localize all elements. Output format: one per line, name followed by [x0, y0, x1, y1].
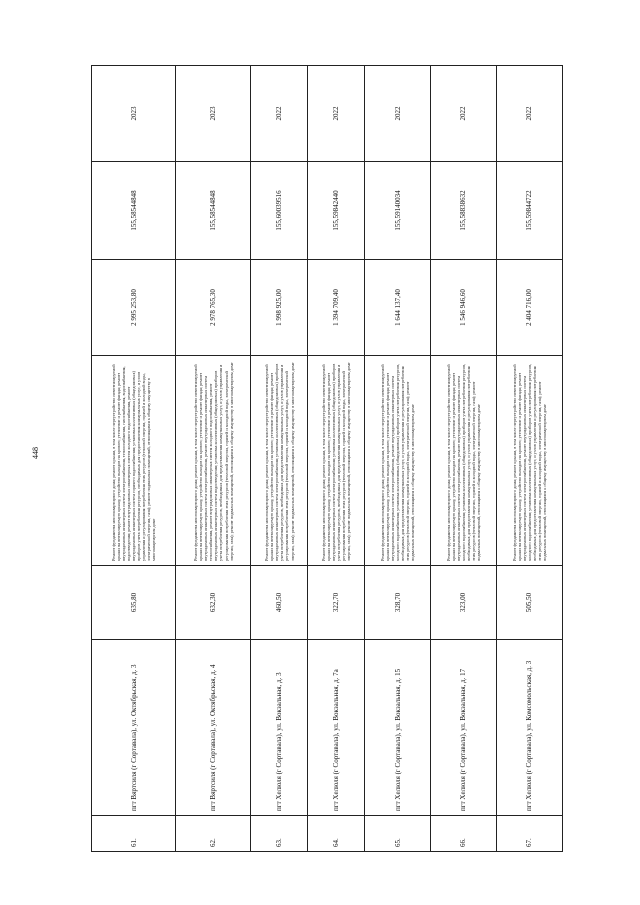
row-cost: 2 404 716,00 — [496, 260, 562, 356]
row-works: Ремонт фундамента многоквартирного дома; ремонт крыши, в том числе переустройство невентилируемой крыши на вентилируемую крышу, устройство выходов на кровлю; утепление и ремонт фасада; ремонт внутридомовых инженерных систем электроснабжения, теплоснабжения, газоснабжения, водоснабжения, водоотведения; ремонт внутридомовых инженерных систем холодного водоснабжения, ремонт внутридомовых инженерных систем горячего водоснабжения; установка коллективных (общедомовых) приборов учета потребления ресурсов, необходимых для предоставления коммунальных услуг, и узлов управления и регулирования потребления этих ресурсов (тепловой энергии, горячей и холодной воды, электрической энергии, газа); ремонт подвальных помещений, относящихся к общему имуществу в многоквартирном доме — [92, 356, 176, 566]
row-works: Ремонт фундамента многоквартирного дома; ремонт крыши, в том числе переустройство невентилируемой крыши на вентилируемую крышу, устройство выходов на кровлю; утепление и ремонт фасада; ремонт внутридомовых инженерных систем электроснабжения, ремонт внутридомовых инженерных систем холодного водоснабжения; установка коллективных (общедомовых) приборов учета потребления ресурсов, необходимых для предоставления коммунальных услуг, и узлов управления и регулирования потребления этих ресурсов (тепловой энергии, горячей и холодной воды, электрической энергии, газа); ремонт подвальных помещений, относящихся к общему имуществу в многоквартирном доме — [365, 356, 431, 566]
row-year: 2022 — [365, 66, 431, 162]
row-number: 63. — [251, 816, 308, 852]
row-cost: 1 644 137,40 — [365, 260, 431, 356]
row-area: 505,50 — [496, 566, 562, 640]
table-row — [92, 66, 176, 852]
row-cost: 1 998 925,00 — [251, 260, 308, 356]
row-year: 2022 — [496, 66, 562, 162]
table-body — [92, 66, 563, 852]
row-rate: 155,60039516 — [251, 162, 308, 260]
row-rate: 155,58838632 — [431, 162, 497, 260]
row-cost: 2 995 253,80 — [92, 260, 176, 356]
table-row — [431, 66, 497, 852]
row-number: 66. — [431, 816, 497, 852]
row-works: Ремонт фундамента многоквартирного дома; ремонт крыши, в том числе переустройство невентилируемой крыши на вентилируемую крышу, устройство выходов на кровлю; утепление и ремонт фасада; ремонт внутридомовых инженерных систем электроснабжения, ремонт внутридомовых инженерных систем теплоснабжения, ремонт внутридомовых инженерных систем холодного водоснабжения, ремонт внутридомовых инженерных систем водоотведения; установка коллективных (общедомовых) приборов учета потребления ресурсов, необходимых для предоставления коммунальных услуг, и узлов управления и регулирования потребления этих ресурсов (тепловой энергии, горячей и холодной воды, электрической энергии, газа); ремонт подвальных помещений, относящихся к общему имуществу в многоквартирном доме — [176, 356, 251, 566]
rotated-table-frame — [91, 66, 563, 852]
row-number: 67. — [496, 816, 562, 852]
row-rate: 155,59842440 — [308, 162, 365, 260]
table-row — [496, 66, 562, 852]
row-area: 460,50 — [251, 566, 308, 640]
repair-program-table — [91, 66, 563, 852]
repair-table — [91, 65, 563, 852]
row-rate: 155,59140034 — [365, 162, 431, 260]
row-cost: 2 978 765,30 — [176, 260, 251, 356]
row-address: пгт Хелюля (г Сортавала), ул. Вокзальная, д. 15 — [365, 640, 431, 816]
row-rate: 155,58544848 — [92, 162, 176, 260]
row-works: Ремонт фундамента многоквартирного дома; ремонт крыши, в том числе переустройство невентилируемой крыши на вентилируемую крышу, устройство выходов на кровлю; утепление и ремонт фасада; ремонт внутридомовых инженерных систем электроснабжения, ремонт внутридомовых инженерных систем холодного водоснабжения; установка коллективных (общедомовых) приборов учета потребления ресурсов, необходимых для предоставления коммунальных услуг, и узлов управления и регулирования потребления этих ресурсов (тепловой энергии, горячей и холодной воды, электрической энергии, газа); ремонт подвальных помещений, относящихся к общему имуществу в многоквартирном доме — [496, 356, 562, 566]
row-year: 2022 — [431, 66, 497, 162]
row-cost: 1 546 946,60 — [431, 260, 497, 356]
row-cost: 1 394 709,40 — [308, 260, 365, 356]
row-year: 2022 — [308, 66, 365, 162]
row-rate: 155,58544848 — [176, 162, 251, 260]
table-row — [308, 66, 365, 852]
row-works: Ремонт фундамента многоквартирного дома; ремонт крыши, в том числе переустройство невентилируемой крыши на вентилируемую крышу, устройство выходов на кровлю; утепление и ремонт фасада; ремонт внутридомовых инженерных систем электроснабжения, ремонт внутридомовых инженерных систем холодного водоснабжения; установка коллективных (общедомовых) приборов учета потребления ресурсов, необходимых для предоставления коммунальных услуг, и узлов управления и регулирования потребления этих ресурсов (тепловой энергии, горячей и холодной воды, электрической энергии, газа); ремонт подвальных помещений, относящихся к общему имуществу в многоквартирном доме — [431, 356, 497, 566]
row-area: 323,00 — [431, 566, 497, 640]
row-year: 2022 — [251, 66, 308, 162]
row-address: пгт Хелюля (г Сортавала), ул. Вокзальная, д. 7а — [308, 640, 365, 816]
row-number: 61. — [92, 816, 176, 852]
row-number: 64. — [308, 816, 365, 852]
row-number: 62. — [176, 816, 251, 852]
row-number: 65. — [365, 816, 431, 852]
row-works: Ремонт фундамента многоквартирного дома; ремонт крыши, в том числе переустройство невентилируемой крыши на вентилируемую крышу, устройство выходов на кровлю; утепление и ремонт фасада; ремонт внутридомовых инженерных систем электроснабжения; установка коллективных (общедомовых) приборов учета потребления ресурсов, необходимых для предоставления коммунальных услуг, и узлов управления и регулирования потребления этих ресурсов (тепловой энергии, горячей и холодной воды, электрической энергии, газа); ремонт подвальных помещений, относящихся к общему имуществу в многоквартирном доме — [308, 356, 365, 566]
row-area: 328,70 — [365, 566, 431, 640]
row-works: Ремонт фундамента многоквартирного дома; ремонт крыши, в том числе переустройство невентилируемой крыши на вентилируемую крышу, устройство выходов на кровлю; утепление и ремонт фасада; ремонт внутридомовых инженерных систем электроснабжения; установка коллективных (общедомовых) приборов учета потребления ресурсов, необходимых для предоставления коммунальных услуг, и узлов управления и регулирования потребления этих ресурсов (тепловой энергии, горячей и холодной воды, электрической энергии, газа); ремонт подвальных помещений, относящихся к общему имуществу в многоквартирном доме — [251, 356, 308, 566]
row-address: пгт Хелюля (г Сортавала), ул. Вокзальная, д. 3 — [251, 640, 308, 816]
row-address: пгт Вяртсиля (г Сортавала), ул. Октябрьская, д. 4 — [176, 640, 251, 816]
page-number: 448 — [31, 447, 40, 459]
row-address: пгт Хелюля (г Сортавала), ул. Комсомольская, д. 3 — [496, 640, 562, 816]
row-rate: 155,59844722 — [496, 162, 562, 260]
row-area: 635,80 — [92, 566, 176, 640]
row-address: пгт Вяртсиля (г Сортавала), ул. Октябрьская, д. 3 — [92, 640, 176, 816]
row-area: 632,30 — [176, 566, 251, 640]
table-row — [365, 66, 431, 852]
row-year: 2023 — [176, 66, 251, 162]
row-year: 2023 — [92, 66, 176, 162]
table-row — [251, 66, 308, 852]
row-area: 322,70 — [308, 566, 365, 640]
row-address: пгт Хелюля (г Сортавала), ул. Вокзальная, д. 17 — [431, 640, 497, 816]
table-row — [176, 66, 251, 852]
